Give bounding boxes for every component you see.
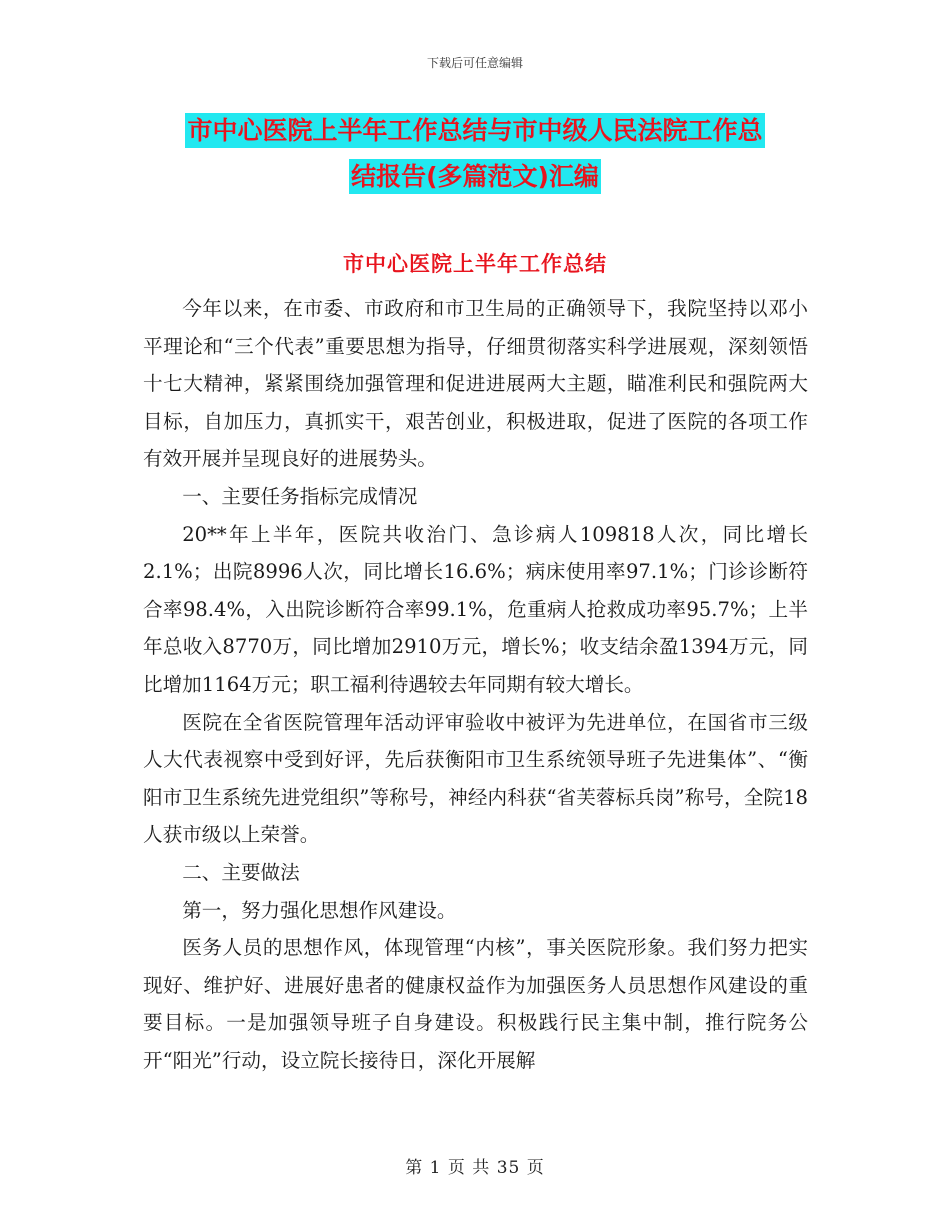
document-title xyxy=(100,108,850,200)
body-heading: 二、主要做法 xyxy=(182,860,300,884)
section-title: 市中心医院上半年工作总结 xyxy=(343,252,607,276)
body-paragraph: 今年以来，在市委、市政府和市卫生局的正确领导下，我院坚持以邓小平理论和“三个代表”重要思想为指导，仔细贯彻落实科学进展观，深刻领悟十七大精神，紧紧围绕加强管理和促进进展两大主题，瞄准利民和强院两大目标，自加压力，真抓实干，艰苦创业，积极进取，促进了医院的各项工作有效开展并呈现良好的进展势头。 xyxy=(143,297,808,471)
body-heading: 一、主要任务指标完成情况 xyxy=(182,484,418,508)
page-header-note: 下载后可任意编辑 xyxy=(426,56,523,70)
body-subheading: 第一，努力强化思想作风建设。 xyxy=(182,898,457,922)
document-body xyxy=(143,290,808,1079)
body-paragraph: 医务人员的思想作风，体现管理“内核”，事关医院形象。我们努力把实现好、维护好、进展好患者的健康权益作为加强医务人员思想作风建设的重要目标。一是加强领导班子自身建设。积极践行民主集中制，推行院务公开“阳光”行动，设立院长接待日，深化开展解 xyxy=(143,936,808,1072)
page-number: 第 1 页 共 35 页 xyxy=(405,1158,545,1178)
body-paragraph: 医院在全省医院管理年活动评审验收中被评为先进单位，在国省市三级人大代表视察中受到好评，先后获衡阳市卫生系统领导班子先进集体”、“衡阳市卫生系统先进党组织”等称号，神经内科获“省芙蓉标兵岗”称号，全院18人获市级以上荣誉。 xyxy=(143,710,808,847)
document-title-line-1: 市中心医院上半年工作总结与市中级人民法院工作总 xyxy=(185,113,764,148)
document-title-line-2: 结报告(多篇范文)汇编 xyxy=(349,159,601,194)
body-paragraph: 20**年上半年，医院共收治门、急诊病人109818人次，同比增长2.1%；出院8996人次，同比增长16.6%；病床使用率97.1%；门诊诊断符合率98.4%，入出院诊断符合率99.1%，危重病人抢救成功率95.7%；上半年总收入8770万，同比增加2910万元，增长%；收支结余盈1394万元，同比增加1164万元；职工福利待遇较去年同期有较大增长。 xyxy=(143,522,808,696)
